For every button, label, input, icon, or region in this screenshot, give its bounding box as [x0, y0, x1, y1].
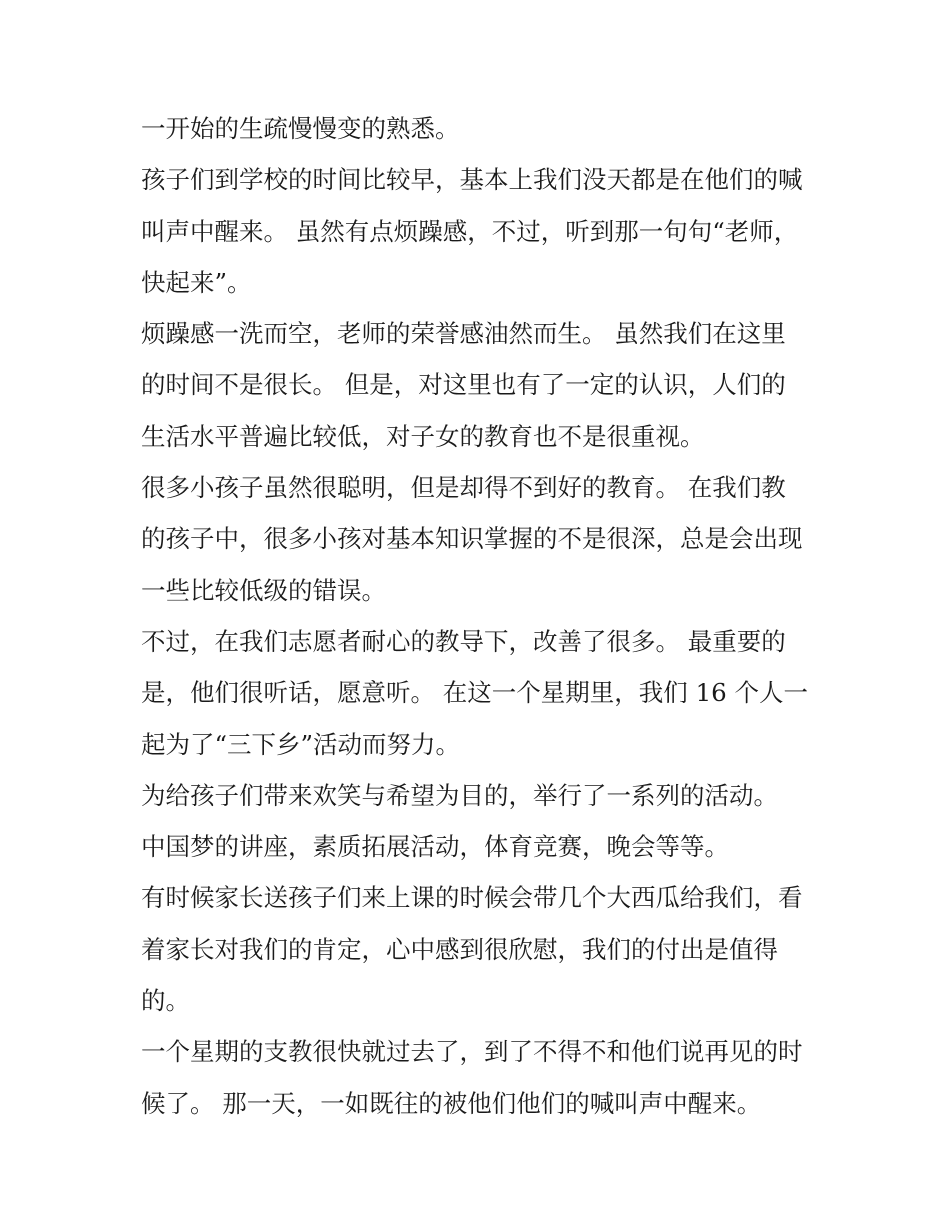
- paragraph-3: [141, 308, 821, 462]
- paragraph-9: [141, 1026, 821, 1129]
- text-line: 着家长对我们的肯定，心中感到很欣慰，我们的付出是值得: [141, 934, 778, 964]
- text-line: 中国梦的讲座，素质拓展活动，体育竞赛，晚会等等。: [141, 832, 729, 862]
- text-line: 是，他们很听话，愿意听。 在这一个星期里，我们 16 个人一: [141, 678, 809, 708]
- document-body: [141, 103, 821, 1129]
- paragraph-6: [141, 770, 821, 821]
- text-line: 一些比较低级的错误。: [141, 575, 386, 605]
- text-line: 一开始的生疏慢慢变的熟悉。: [141, 114, 460, 143]
- text-line: 烦躁感一洗而空，老师的荣誉感油然而生。 虽然我们在这里: [141, 319, 786, 349]
- text-line: 的。: [141, 986, 190, 1016]
- text-line: 为给孩子们带来欢笑与希望为目的，举行了一系列的活动。: [141, 780, 778, 810]
- paragraph-1: [141, 103, 821, 154]
- text-line: 生活水平普遍比较低，对子女的教育也不是很重视。: [141, 421, 705, 451]
- text-line: 有时候家长送孩子们来上课的时候会带几个大西瓜给我们，看: [141, 883, 803, 913]
- paragraph-5: [141, 616, 821, 770]
- paragraph-4: [141, 462, 821, 616]
- text-line: 候了。 那一天，一如既往的被他们他们的喊叫声中醒来。: [141, 1088, 762, 1118]
- text-line: 孩子们到学校的时间比较早，基本上我们没天都是在他们的喊: [141, 165, 803, 195]
- text-line: 的时间不是很长。 但是，对这里也有了一定的认识，人们的: [141, 370, 786, 400]
- paragraph-2: [141, 154, 821, 308]
- text-line: 快起来”。: [141, 267, 252, 297]
- text-line: 起为了“三下乡”活动而努力。: [141, 729, 461, 759]
- text-line: 不过，在我们志愿者耐心的教导下，改善了很多。 最重要的: [141, 626, 786, 656]
- paragraph-7: [141, 821, 821, 872]
- text-line: 的孩子中，很多小孩对基本知识掌握的不是很深，总是会出现: [141, 524, 803, 554]
- paragraph-8: [141, 872, 821, 1026]
- text-line: 很多小孩子虽然很聪明，但是却得不到好的教育。 在我们教: [141, 473, 786, 503]
- text-line: 叫声中醒来。 虽然有点烦躁感，不过，听到那一句句“老师，: [141, 216, 799, 246]
- text-line: 一个星期的支教很快就过去了，到了不得不和他们说再见的时: [141, 1037, 803, 1067]
